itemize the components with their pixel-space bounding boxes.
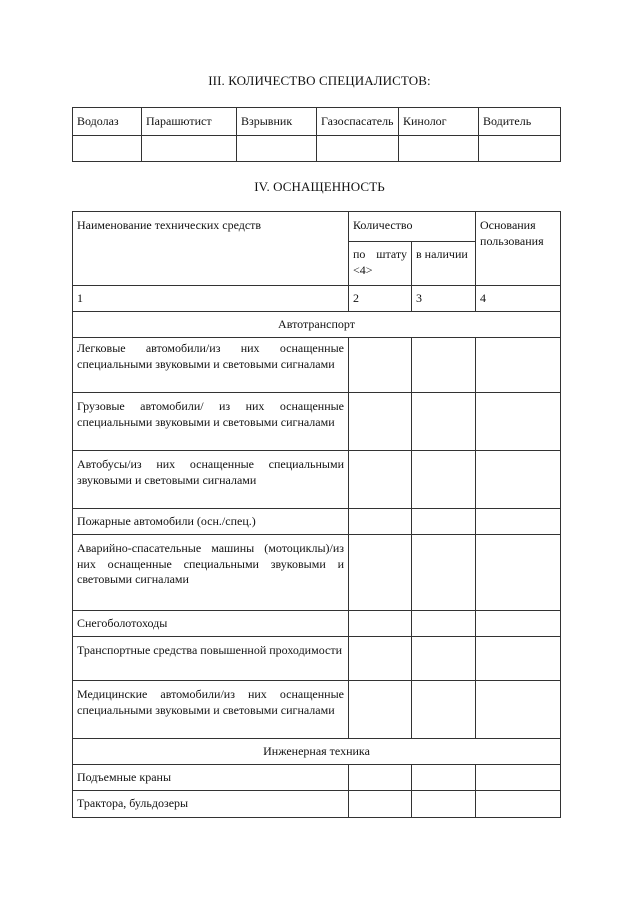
group-row-vehicles — [73, 312, 561, 338]
cell-by-staff[interactable] — [349, 451, 412, 509]
specialists-header-row — [73, 108, 561, 136]
cell-available[interactable] — [412, 791, 476, 818]
row-label-ambulances: Медицинские автомобили/из них оснащенные специальными звуковыми и световыми сигналами — [73, 681, 349, 739]
col-parachutist: Парашютист — [142, 108, 237, 136]
col-diver: Водолаз — [73, 108, 142, 136]
cell-by-staff[interactable] — [349, 338, 412, 393]
row-label-cranes: Подъемные краны — [73, 765, 349, 791]
cell-by-staff[interactable] — [349, 681, 412, 739]
col-blaster: Взрывник — [237, 108, 317, 136]
cell-basis[interactable] — [476, 393, 561, 451]
cell-basis[interactable] — [476, 338, 561, 393]
row-label-buses: Автобусы/из них оснащенные специальными звуковыми и световыми сигналами — [73, 451, 349, 509]
cell-available[interactable] — [412, 611, 476, 637]
cell-by-staff[interactable] — [349, 637, 412, 681]
col-driver: Водитель — [479, 108, 561, 136]
col-dog-handler: Кинолог — [399, 108, 479, 136]
row-label-fire-engines: Пожарные автомобили (осн./спец.) — [73, 509, 349, 535]
table-row — [73, 611, 561, 637]
cell-available[interactable] — [412, 637, 476, 681]
row-label-cars: Легковые автомобили/из них оснащенные специальными звуковыми и световыми сигналами — [73, 338, 349, 393]
cell-diver[interactable] — [73, 136, 142, 162]
row-label-rescue-vehicles: Аварийно-спасательные машины (мотоциклы)/из них оснащенные специальными звуковыми и световыми сигналами — [73, 535, 349, 611]
row-label-tractors: Трактора, бульдозеры — [73, 791, 349, 818]
cell-available[interactable] — [412, 535, 476, 611]
table-row — [73, 338, 561, 393]
cell-basis[interactable] — [476, 611, 561, 637]
table-row — [73, 393, 561, 451]
cell-basis[interactable] — [476, 681, 561, 739]
cell-available[interactable] — [412, 338, 476, 393]
cell-available[interactable] — [412, 765, 476, 791]
row-label-trucks: Грузовые автомобили/ из них оснащенные специальными звуковыми и световыми сигналами — [73, 393, 349, 451]
table-row — [73, 681, 561, 739]
column-number-1: 1 — [73, 286, 349, 312]
cell-by-staff[interactable] — [349, 611, 412, 637]
column-number-2: 2 — [349, 286, 412, 312]
cell-gas-rescuer[interactable] — [317, 136, 399, 162]
header-available: в наличии — [412, 242, 476, 286]
group-title-engineering: Инженерная техника — [73, 739, 561, 765]
table-row — [73, 535, 561, 611]
table-row — [73, 451, 561, 509]
cell-basis[interactable] — [476, 791, 561, 818]
cell-driver[interactable] — [479, 136, 561, 162]
header-quantity: Количество — [349, 212, 476, 242]
cell-by-staff[interactable] — [349, 791, 412, 818]
header-by-staff: по штату <4> — [349, 242, 412, 286]
cell-basis[interactable] — [476, 509, 561, 535]
group-row-engineering — [73, 739, 561, 765]
cell-available[interactable] — [412, 509, 476, 535]
column-numbers-row — [73, 286, 561, 312]
section-4-title: IV. ОСНАЩЕННОСТЬ — [254, 179, 385, 194]
cell-available[interactable] — [412, 451, 476, 509]
section-3-title: III. КОЛИЧЕСТВО СПЕЦИАЛИСТОВ: — [208, 73, 431, 88]
cell-basis[interactable] — [476, 765, 561, 791]
row-label-offroad-vehicles: Транспортные средства повышенной проходимости — [73, 637, 349, 681]
cell-basis[interactable] — [476, 451, 561, 509]
specialists-value-row — [73, 136, 561, 162]
table-row — [73, 791, 561, 818]
cell-parachutist[interactable] — [142, 136, 237, 162]
cell-by-staff[interactable] — [349, 765, 412, 791]
cell-dog-handler[interactable] — [399, 136, 479, 162]
equipment-table — [72, 211, 561, 818]
group-title-vehicles: Автотранспорт — [73, 312, 561, 338]
header-name: Наименование технических средств — [73, 212, 349, 286]
table-row — [73, 765, 561, 791]
column-number-4: 4 — [476, 286, 561, 312]
cell-available[interactable] — [412, 681, 476, 739]
cell-basis[interactable] — [476, 535, 561, 611]
specialists-table — [72, 107, 561, 162]
cell-available[interactable] — [412, 393, 476, 451]
table-row — [73, 637, 561, 681]
column-number-3: 3 — [412, 286, 476, 312]
header-basis: Основания пользования — [476, 212, 561, 286]
col-gas-rescuer: Газоспасатель — [317, 108, 399, 136]
cell-by-staff[interactable] — [349, 535, 412, 611]
cell-by-staff[interactable] — [349, 393, 412, 451]
equipment-header-row — [73, 212, 561, 242]
row-label-snowmobiles: Снегоболотоходы — [73, 611, 349, 637]
table-row — [73, 509, 561, 535]
cell-by-staff[interactable] — [349, 509, 412, 535]
cell-blaster[interactable] — [237, 136, 317, 162]
cell-basis[interactable] — [476, 637, 561, 681]
